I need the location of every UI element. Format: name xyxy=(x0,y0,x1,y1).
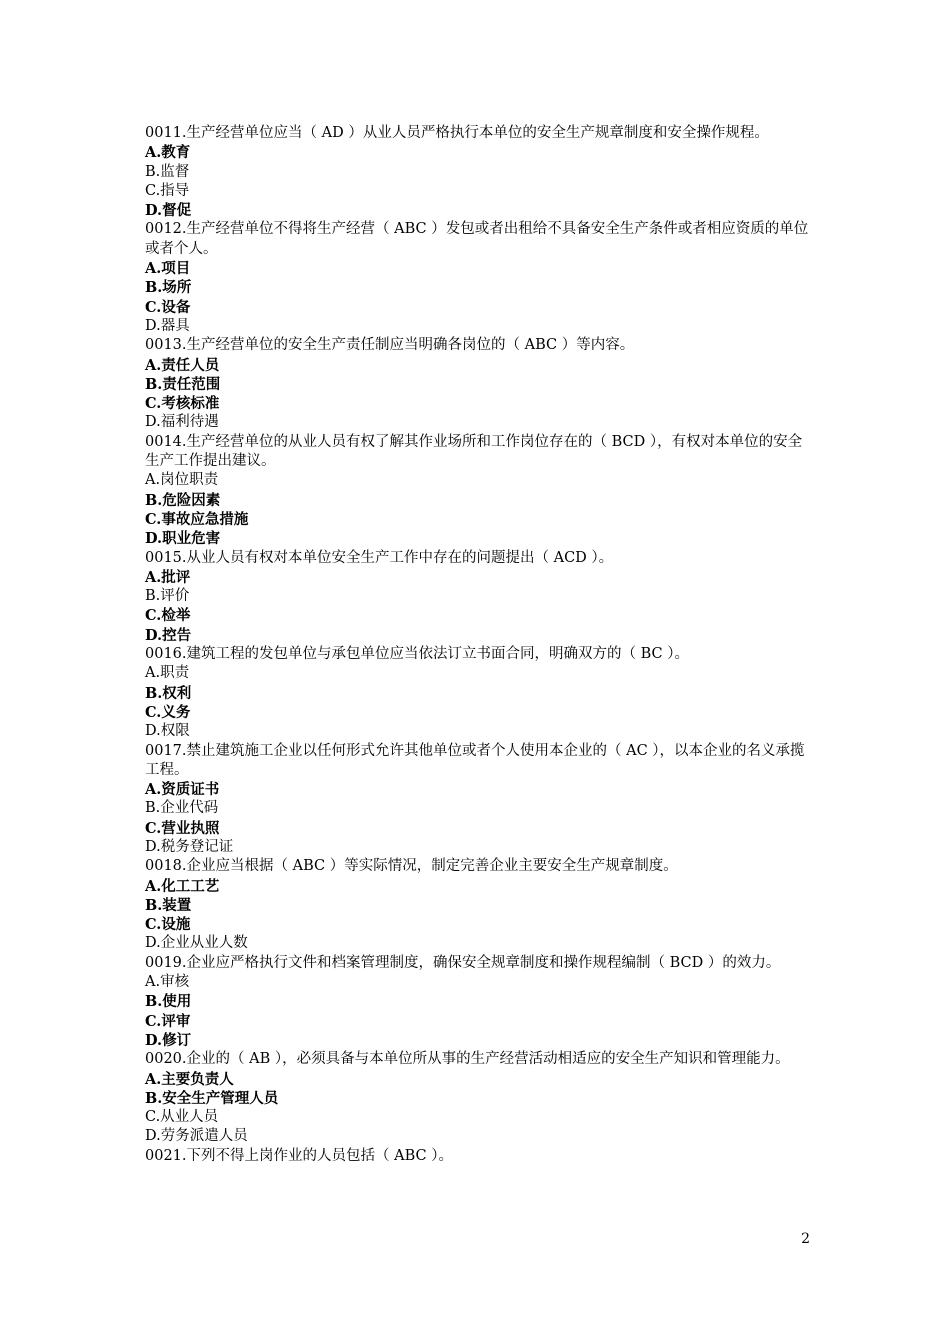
answer-option: A.岗位职责 xyxy=(145,472,219,489)
answer-option-correct: A.责任人员 xyxy=(145,356,220,374)
answer-option-correct: A.教育 xyxy=(145,144,191,162)
answer-option: D.税务登记证 xyxy=(145,838,234,855)
answer-option-correct: B.装置 xyxy=(145,896,192,914)
answer-option-correct: B.使用 xyxy=(145,993,192,1011)
page-number: 2 xyxy=(801,1231,810,1247)
question-text: 0021.下列不得上岗作业的人员包括（ ABC ）。 xyxy=(145,1147,453,1164)
answer-option: A.职责 xyxy=(145,665,190,682)
question-block xyxy=(145,549,809,645)
answer-option-correct: C.考核标准 xyxy=(145,395,220,413)
answer-option-correct: A.化工工艺 xyxy=(145,877,220,895)
answer-option-correct: D.控告 xyxy=(145,626,192,644)
answer-option: A.审核 xyxy=(145,974,190,991)
question-block xyxy=(145,1050,809,1146)
answer-option: D.劳务派遣人员 xyxy=(145,1128,248,1145)
answer-option-correct: A.主要负责人 xyxy=(145,1070,234,1088)
answer-option-correct: C.设备 xyxy=(145,298,191,316)
question-text: 0018.企业应当根据（ ABC ）等实际情况，制定完善企业主要安全生产规章制度。 xyxy=(145,858,678,875)
answer-option-correct: B.危险因素 xyxy=(145,491,221,509)
answer-option-correct: C.检举 xyxy=(145,607,191,625)
question-text: 0015.从业人员有权对本单位安全生产工作中存在的问题提出（ ACD ）。 xyxy=(145,549,614,566)
document-body xyxy=(145,124,809,1166)
question-block xyxy=(145,220,809,336)
answer-option-correct: D.修订 xyxy=(145,1031,192,1049)
answer-option-correct: C.设施 xyxy=(145,916,191,934)
question-text: 0017.禁止建筑施工企业以任何形式允许其他单位或者个人使用本企业的（ AC ），以本企业的名义承揽工程。 xyxy=(145,742,805,778)
answer-option: D.福利待遇 xyxy=(145,414,219,431)
answer-option-correct: B.责任范围 xyxy=(145,375,221,393)
question-text: 0013.生产经营单位的安全生产责任制应当明确各岗位的（ ABC ）等内容。 xyxy=(145,337,635,354)
question-block xyxy=(145,433,809,549)
answer-option: D.企业从业人数 xyxy=(145,935,248,952)
answer-option-correct: A.项目 xyxy=(145,260,191,278)
answer-option-correct: A.资质证书 xyxy=(145,781,220,799)
answer-option-correct: B.权利 xyxy=(145,684,192,702)
answer-option: B.企业代码 xyxy=(145,800,219,817)
question-text: 0011.生产经营单位应当（ AD ）从业人员严格执行本单位的安全生产规章制度和安全操作规程。 xyxy=(145,125,769,141)
answer-option-correct: C.事故应急措施 xyxy=(145,510,249,528)
answer-option-correct: D.督促 xyxy=(145,202,192,220)
question-block xyxy=(145,857,809,953)
question-text: 0016.建筑工程的发包单位与承包单位应当依法订立书面合同，明确双方的（ BC ）。 xyxy=(145,646,689,663)
question-text: 0020.企业的（ AB ），必须具备与本单位所从事的生产经营活动相适应的安全生产知识和管理能力。 xyxy=(145,1051,790,1068)
answer-option-correct: B.安全生产管理人员 xyxy=(145,1089,279,1107)
answer-option: D.器具 xyxy=(145,317,190,334)
question-block xyxy=(145,1147,809,1166)
question-block xyxy=(145,336,809,432)
question-text: 0019.企业应严格执行文件和档案管理制度，确保安全规章制度和操作规程编制（ BCD ）的效力。 xyxy=(145,954,781,971)
question-text: 0014.生产经营单位的从业人员有权了解其作业场所和工作岗位存在的（ BCD ），有权对本单位的安全生产工作提出建议。 xyxy=(145,433,803,470)
answer-option-correct: D.职业危害 xyxy=(145,530,221,548)
answer-option: D.权限 xyxy=(145,723,190,740)
question-text: 0012.生产经营单位不得将生产经营（ ABC ）发包或者出租给不具备安全生产条件或者相应资质的单位或者个人。 xyxy=(145,221,809,257)
answer-option-correct: C.评审 xyxy=(145,1012,191,1030)
question-block xyxy=(145,124,809,220)
answer-option-correct: C.营业执照 xyxy=(145,819,220,837)
answer-option-correct: C.义务 xyxy=(145,703,191,721)
answer-option: C.指导 xyxy=(145,182,190,199)
question-block xyxy=(145,742,809,858)
question-block xyxy=(145,954,809,1050)
answer-option-correct: A.批评 xyxy=(145,568,191,586)
question-block xyxy=(145,645,809,741)
answer-option: C.从业人员 xyxy=(145,1109,219,1126)
answer-option: B.评价 xyxy=(145,588,190,605)
answer-option-correct: B.场所 xyxy=(145,279,192,297)
answer-option: B.监督 xyxy=(145,163,190,180)
